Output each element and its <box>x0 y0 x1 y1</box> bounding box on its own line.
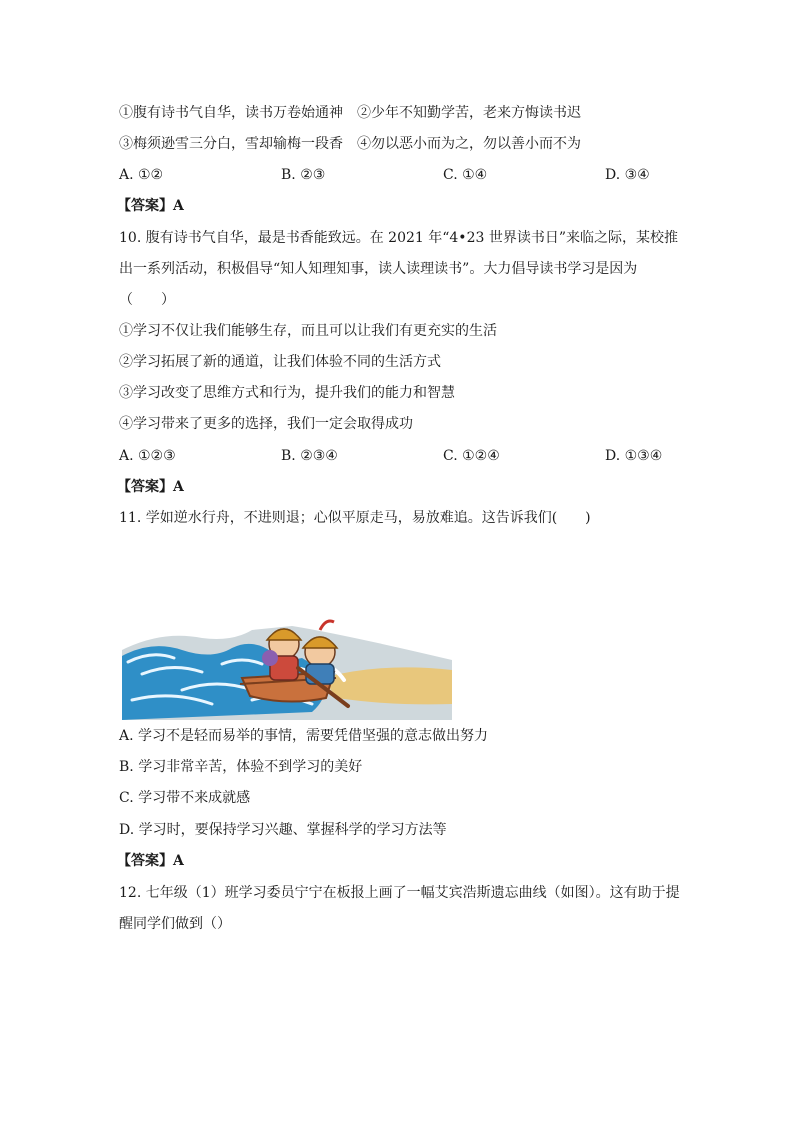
q11-option-b: B. 学习非常辛苦，体验不到学习的美好 <box>119 759 363 775</box>
q10-stem-line-1: 10. 腹有诗书气自华，最是书香能致远。在 2021 年“4•23 世界读书日”来临之际，某校推 <box>119 230 678 246</box>
q9-option-c: C. ①④ <box>443 167 488 183</box>
q10-statement-4: ④学习带来了更多的选择，我们一定会取得成功 <box>119 416 413 432</box>
q10-statement-1: ①学习不仅让我们能够生存，而且可以让我们有更充实的生活 <box>119 323 497 339</box>
q9-answer: 【答案】A <box>117 198 184 214</box>
q9-options <box>119 165 679 185</box>
rowing-boat-illustration <box>122 600 452 720</box>
q10-option-a: A. ①②③ <box>119 448 176 464</box>
q9-option-b: B. ②③ <box>281 167 326 183</box>
soldier-1-fist <box>262 650 278 666</box>
q9-option-d: D. ③④ <box>605 167 650 183</box>
q10-stem-line-2: 出一系列活动，积极倡导“知人知理知事，读人读理读书”。大力倡导读书学习是因为 <box>119 261 638 277</box>
q10-option-c: C. ①②④ <box>443 448 500 464</box>
q11-stem: 11. 学如逆水行舟，不进则退；心似平原走马，易放难追。这告诉我们( ) <box>119 510 591 526</box>
q10-option-d: D. ①③④ <box>605 448 663 464</box>
q10-statement-2: ②学习拓展了新的通道，让我们体验不同的生活方式 <box>119 354 441 370</box>
q10-option-b: B. ②③④ <box>281 448 338 464</box>
q12-stem-line-2: 醒同学们做到（） <box>119 916 231 932</box>
q10-answer: 【答案】A <box>117 479 184 495</box>
q9-option-a: A. ①② <box>119 167 164 183</box>
q11-option-a: A. 学习不是轻而易举的事情，需要凭借坚强的意志做出努力 <box>119 728 489 744</box>
q12-stem-line-1: 12. 七年级（1）班学习委员宁宁在板报上画了一幅艾宾浩斯遗忘曲线（如图）。这有助于提 <box>119 885 680 901</box>
q11-option-d: D. 学习时，要保持学习兴趣、掌握科学的学习方法等 <box>119 822 447 838</box>
q10-options <box>119 446 679 466</box>
q10-blank-parens: （ ） <box>119 292 175 308</box>
q11-option-c: C. 学习带不来成就感 <box>119 790 251 806</box>
q9-statement-line-1: ①腹有诗书气自华，读书万卷始通神 ②少年不知勤学苦，老来方悔读书迟 <box>119 105 581 121</box>
soldier-2-armor <box>306 664 334 684</box>
q11-answer: 【答案】A <box>117 853 184 869</box>
q10-statement-3: ③学习改变了思维方式和行为，提升我们的能力和智慧 <box>119 385 455 401</box>
helmet-plume <box>320 621 334 630</box>
q9-statement-line-2: ③梅须逊雪三分白，雪却输梅一段香 ④勿以恶小而为之，勿以善小而不为 <box>119 136 581 152</box>
